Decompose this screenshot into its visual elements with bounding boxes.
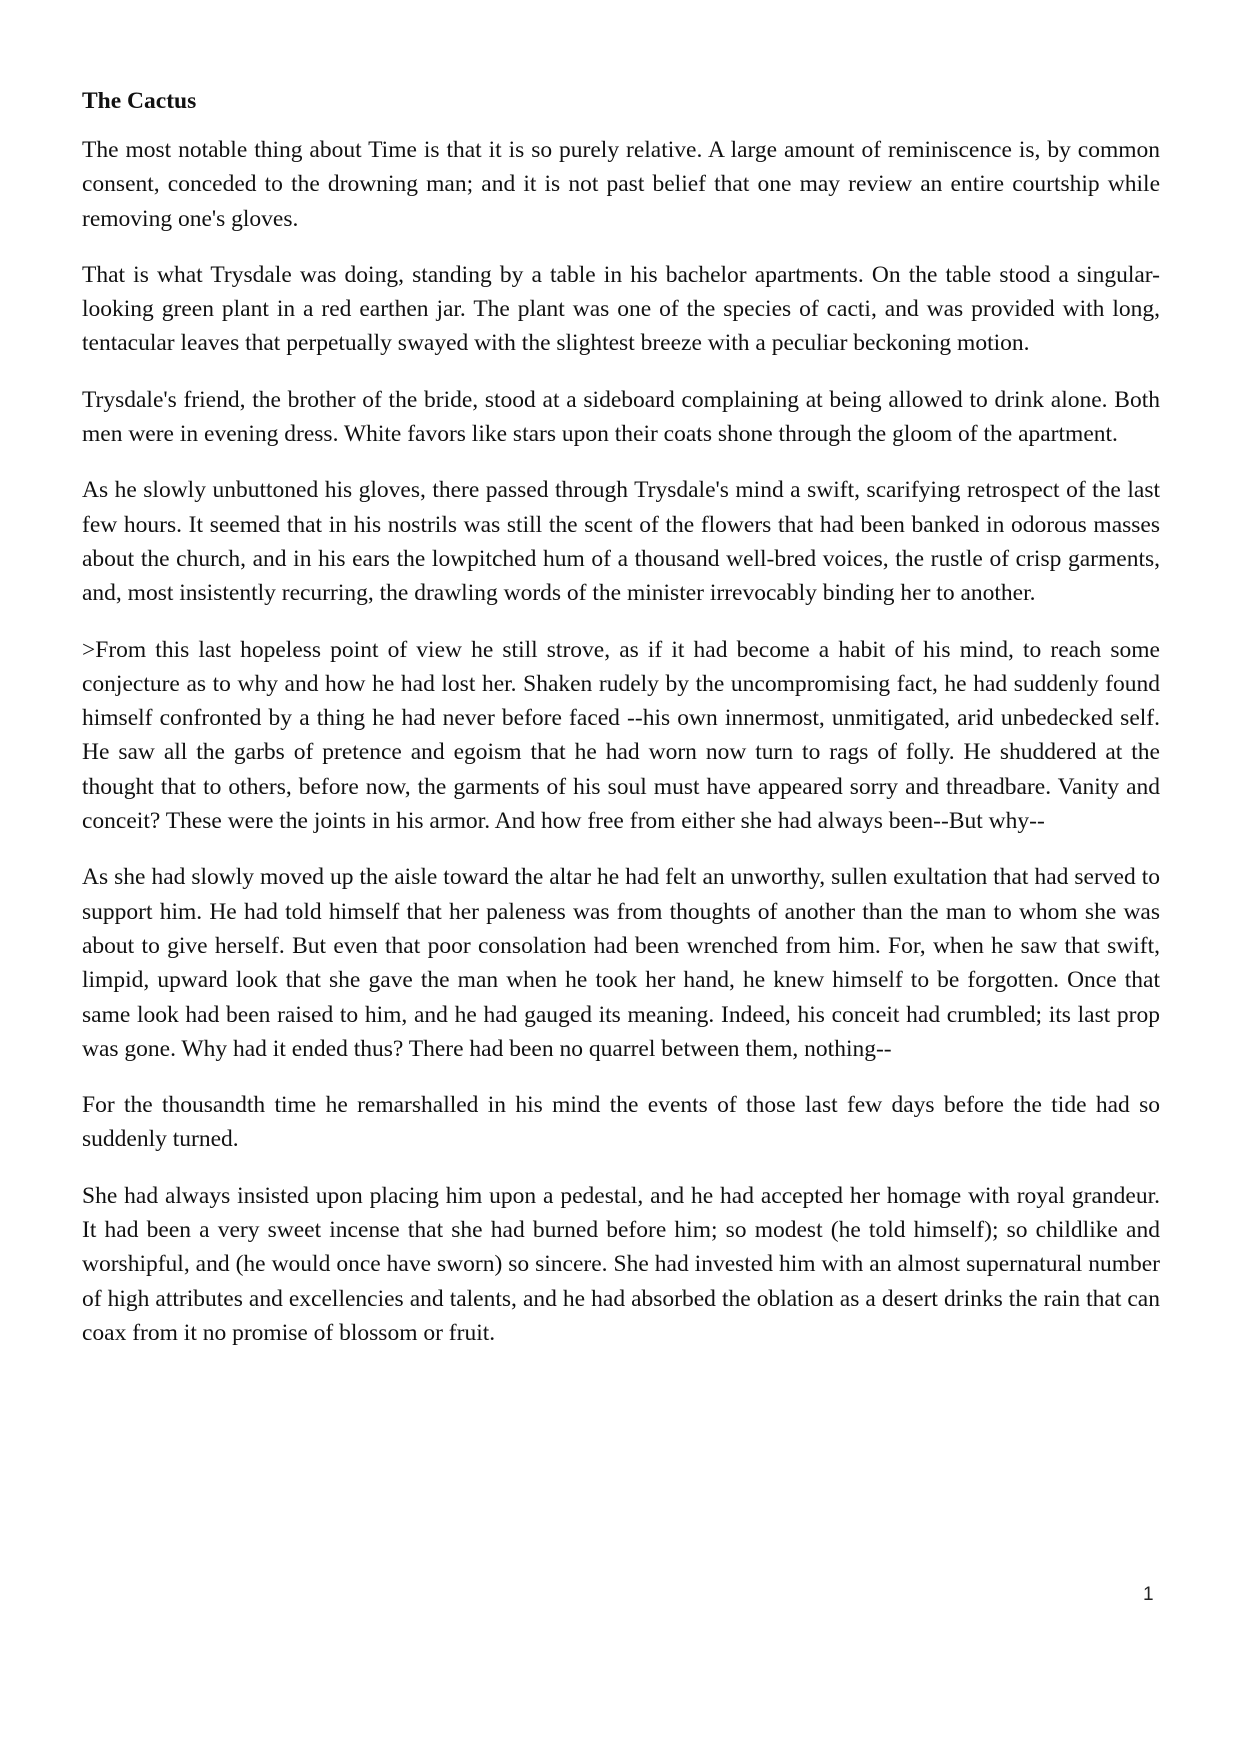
paragraph-5: >From this last hopeless point of view he still strove, as if it had become a habit of his mind, to reach some conjecture as to why and how he had lost her. Shaken rudely by the uncompromising fact, he had suddenly found himself confronted by a thing he had never before faced --his own innermost, unmitigated, arid unbedecked self. He saw all the garbs of pretence and egoism that he had worn now turn to rags of folly. He shuddered at the thought that to others, before now, the garments of his soul must have appeared sorry and threadbare. Vanity and conceit? These were the joints in his armor. And how free from either she had always been--But why-- bbox=[82, 636, 1160, 835]
paragraph-6: As she had slowly moved up the aisle toward the altar he had felt an unworthy, sullen exultation that had served to support him. He had told himself that her paleness was from thoughts of another than the man to whom she was about to give herself. But even that poor consolation had been wrenched from him. For, when he saw that swift, limpid, upward look that she gave the man when he took her hand, he knew himself to be forgotten. Once that same look had been raised to him, and he had gauged its meaning. Indeed, his conceit had crumbled; its last prop was gone. Why had it ended thus? There had been no quarrel between them, nothing-- bbox=[82, 864, 1160, 1062]
page-number: 1 bbox=[1143, 1584, 1154, 1605]
paragraph-1: The most notable thing about Time is that it is so purely relative. A large amount of reminiscence is, by common consent, conceded to the drowning man; and it is not past belief that one may review an entire courtship while removing one's gloves. bbox=[82, 137, 1160, 232]
paragraph-4: As he slowly unbuttoned his gloves, there passed through Trysdale's mind a swift, scarifying retrospect of the last few hours. It seemed that in his nostrils was still the scent of the flowers that had been banked in odorous masses about the church, and in his ears the lowpitched hum of a thousand well-bred voices, the rustle of crisp garments, and, most insistently recurring, the drawling words of the minister irrevocably binding her to another. bbox=[82, 477, 1160, 607]
paragraph-8: She had always insisted upon placing him upon a pedestal, and he had accepted her homage with royal grandeur. It had been a very sweet incense that she had burned before him; so modest (he told himself); so childlike and worshipful, and (he would once have sworn) so sincere. She had invested him with an almost supernatural number of high attributes and excellencies and talents, and he had absorbed the oblation as a desert drinks the rain that can coax from it no promise of blossom or fruit. bbox=[82, 1182, 1160, 1346]
paragraph-3: Trysdale's friend, the brother of the bride, stood at a sideboard complaining at being allowed to drink alone. Both men were in evening dress. White favors like stars upon their coats shone through the gloom of the apartment. bbox=[82, 386, 1160, 448]
paragraph-7: For the thousandth time he remarshalled in his mind the events of those last few days before the tide had so suddenly turned. bbox=[82, 1092, 1160, 1153]
document-title: The Cactus bbox=[82, 88, 197, 114]
document-body bbox=[82, 84, 1160, 1372]
paragraph-2: That is what Trysdale was doing, standing by a table in his bachelor apartments. On the table stood a singular-looking green plant in a red earthen jar. The plant was one of the species of cacti, and was provided with long, tentacular leaves that perpetually swayed with the slightest breeze with a peculiar beckoning motion. bbox=[82, 261, 1160, 357]
